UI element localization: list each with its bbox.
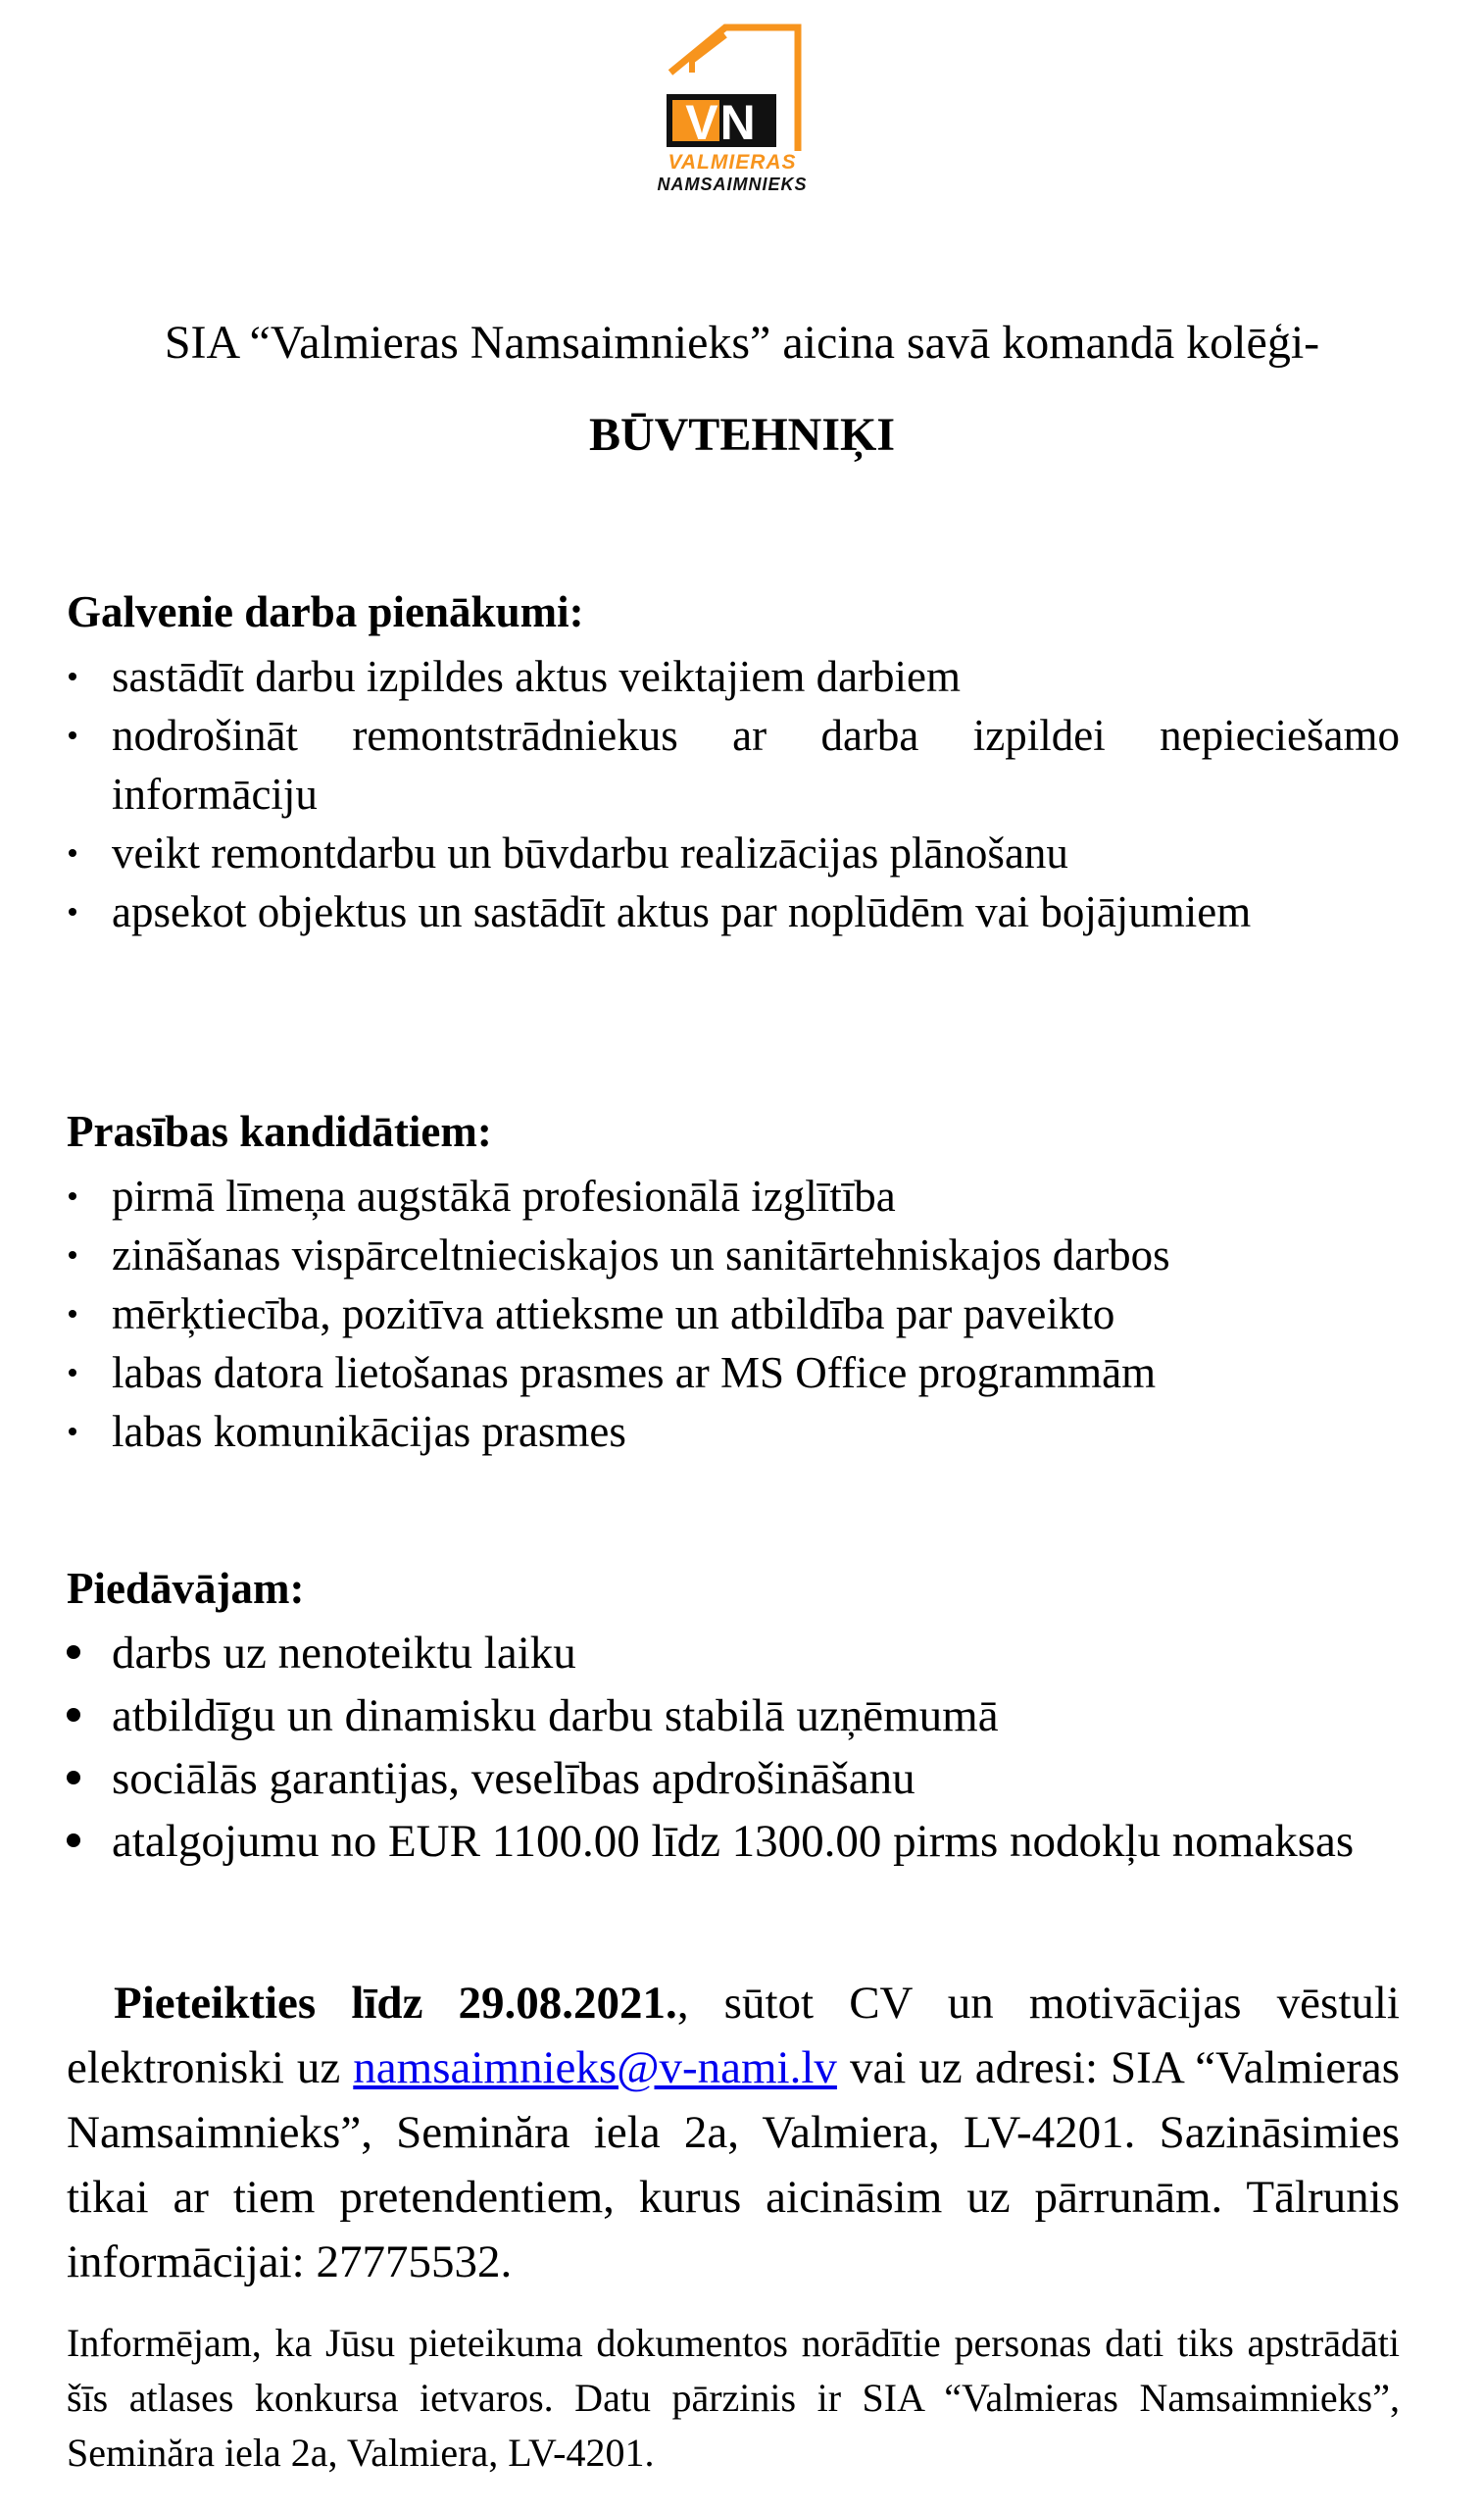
- list-item: darbs uz nenoteiktu laiku: [67, 1622, 1400, 1684]
- bullet-icon: [69, 1251, 76, 1259]
- bullet-icon: [69, 849, 76, 857]
- apply-text-1: , sūtot CV un motivācijas vēstuli elektroniski uz: [67, 1978, 1400, 2093]
- deadline-text: Pieteikties līdz 29.08.2021.: [114, 1978, 677, 2029]
- bullet-icon: [69, 1369, 76, 1377]
- list-item: labas datora lietošanas prasmes ar MS Office programmām: [67, 1343, 1400, 1402]
- application-instructions: [67, 1971, 1400, 2294]
- bullet-icon: [67, 1833, 80, 1847]
- list-item: veikt remontdarbu un būvdarbu realizācijas plānošanu: [67, 824, 1400, 882]
- offer-section: [67, 1561, 1400, 1873]
- list-item: sociālās garantijas, veselības apdrošināšanu: [67, 1747, 1400, 1810]
- bullet-icon: [69, 908, 76, 916]
- job-title: BŪVTEHNIĶI: [588, 409, 896, 461]
- list-item: mērķtiecība, pozitīva attieksme un atbildība par paveikto: [67, 1284, 1400, 1343]
- bullet-icon: [69, 731, 76, 739]
- list-item: sastādīt darbu izpildes aktus veiktajiem darbiem: [67, 647, 1400, 706]
- list-item: labas komunikācijas prasmes: [67, 1402, 1400, 1461]
- house-logo-icon: [649, 22, 816, 151]
- duties-section: [67, 584, 1400, 941]
- logo-line2: NAMSAIMNIEKS: [657, 175, 808, 194]
- logo-letters: VN: [685, 95, 758, 150]
- privacy-notice: Informējam, ka Jūsu pieteikuma dokumentos norādītie personas dati tiks apstrādāti šīs atlases konkursa ietvaros. Datu pārzinis ir SIA “Valmieras Namsaimnieks”, Seminăra iela 2a, Valmiera, LV-4201.: [67, 2321, 1400, 2475]
- list-item: nodrošināt remontstrādniekus ar darba izpildei nepieciešamo informāciju: [67, 706, 1400, 824]
- bullet-icon: [69, 673, 76, 680]
- duties-list: [67, 647, 1400, 941]
- logo-line1: VALMIERAS: [668, 151, 797, 174]
- requirements-title: Prasības kandidātiem:: [67, 1107, 492, 1156]
- list-item: apsekot objektus un sastādīt aktus par noplūdēm vai bojājumiem: [67, 882, 1400, 941]
- bullet-icon: [69, 1192, 76, 1200]
- bullet-icon: [67, 1771, 80, 1784]
- bullet-icon: [67, 1708, 80, 1722]
- duties-title: Galvenie darba pienākumi:: [67, 587, 584, 636]
- offer-list: [67, 1622, 1400, 1873]
- bullet-icon: [69, 1428, 76, 1435]
- requirements-section: [67, 1104, 1400, 1461]
- bullet-icon: [67, 1645, 80, 1659]
- apply-text-2: vai uz adresi: SIA “Valmieras Namsaimnieks”, Seminăra iela 2a, Valmiera, LV-4201. Sazināsimies tikai ar tiem pretendentiem, kurus aicināsim uz pārrunām. Tālrunis informācijai: 27775532.: [67, 2042, 1400, 2287]
- bullet-icon: [69, 1310, 76, 1318]
- list-item: atbildīgu un dinamisku darbu stabilā uzņēmumā: [67, 1684, 1400, 1747]
- company-logo: [649, 22, 816, 208]
- list-item: pirmā līmeņa augstākā profesionālā izglītība: [67, 1167, 1400, 1226]
- email-link[interactable]: namsaimnieks@v-nami.lv: [353, 2042, 837, 2093]
- intro-text: SIA “Valmieras Namsaimnieks” aicina savā komandā kolēģi-: [164, 317, 1320, 369]
- list-item: zināšanas vispārceltnieciskajos un sanitārtehniskajos darbos: [67, 1226, 1400, 1284]
- offer-title: Piedāvājam:: [67, 1564, 305, 1613]
- list-item: atalgojumu no EUR 1100.00 līdz 1300.00 pirms nodokļu nomaksas: [67, 1810, 1400, 1873]
- requirements-list: [67, 1167, 1400, 1461]
